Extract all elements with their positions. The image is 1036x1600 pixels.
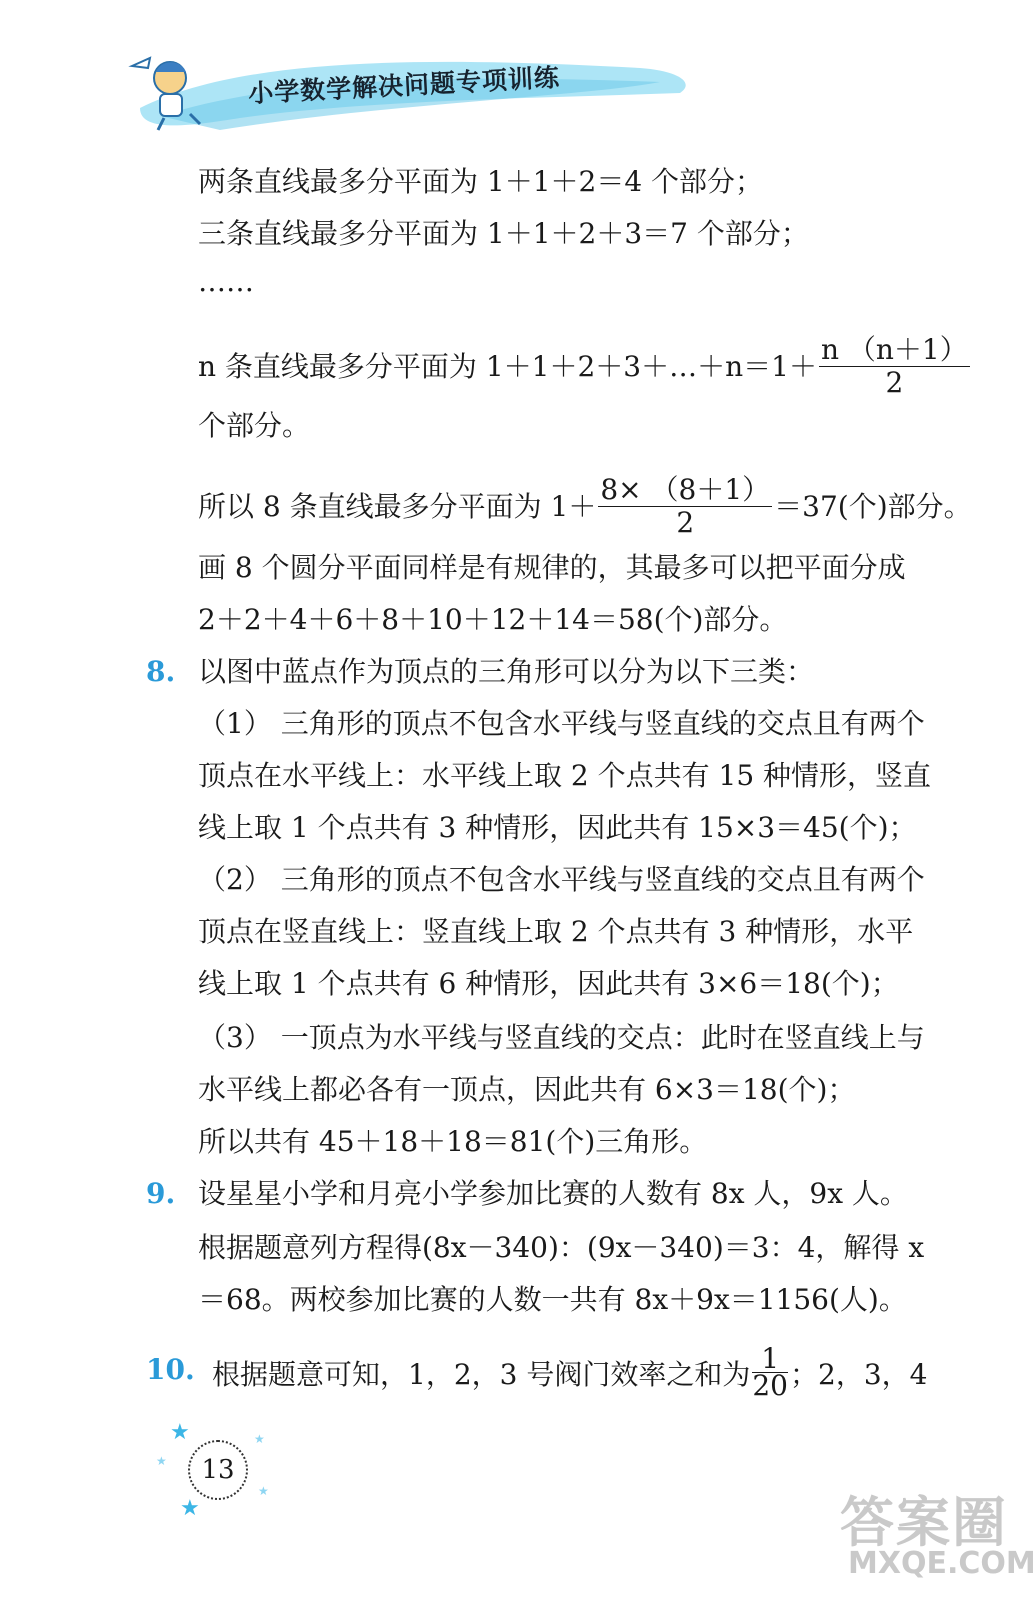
formula-line-8 [198, 473, 972, 539]
q10-text-tail: ；2，3，4 [790, 1358, 928, 1391]
q8-line: 线上取 1 个点共有 3 种情形，因此共有 15×3＝45(个)； [198, 811, 917, 844]
fraction-denominator: 2 [676, 506, 695, 539]
text-line: 个部分。 [198, 409, 311, 442]
watermark-logo [840, 1480, 1036, 1590]
fraction [819, 334, 970, 399]
fraction-numerator: n （n＋1） [820, 333, 968, 366]
fraction-denominator: 20 [752, 1369, 788, 1402]
formula-text: 所以 8 条直线最多分平面为 1＋ [198, 490, 597, 523]
star-icon: ★ [258, 1484, 269, 1498]
fraction-denominator: 2 [885, 366, 904, 399]
q8-line: （1） 三角形的顶点不包含水平线与竖直线的交点且有两个 [198, 707, 925, 740]
text-line: 两条直线最多分平面为 1＋1＋2＝4 个部分； [198, 165, 764, 198]
q9-line: 设星星小学和月亮小学参加比赛的人数有 8x 人，9x 人。 [198, 1177, 908, 1210]
star-icon: ★ [180, 1496, 200, 1521]
watermark-brand: 答案圈 [840, 1491, 1008, 1554]
q8-line: 线上取 1 个点共有 6 种情形，因此共有 3×6＝18(个)； [198, 967, 899, 1000]
header-title: 小学数学解决问题专项训练 [247, 62, 561, 109]
q8-line: 顶点在竖直线上：竖直线上取 2 个点共有 3 种情形，水平 [198, 915, 914, 948]
text-line: 2＋2＋4＋6＋8＋10＋12＋14＝58(个)部分。 [198, 603, 788, 636]
q10-text: 根据题意可知，1，2，3 号阀门效率之和为 [212, 1358, 751, 1391]
q8-line: （3） 一顶点为水平线与竖直线的交点：此时在竖直线上与 [198, 1021, 925, 1054]
fraction-numerator: 1 [761, 1342, 780, 1375]
header-banner [120, 38, 700, 138]
page-footer [150, 1420, 280, 1530]
formula-result: ＝37(个)部分。 [774, 490, 972, 523]
question-number-9: 9. [146, 1177, 176, 1210]
star-icon: ★ [156, 1454, 167, 1468]
formula-line-n [198, 333, 972, 399]
question-number-10: 10. [146, 1353, 195, 1386]
question-number-8: 8. [146, 655, 176, 688]
fraction-numerator: 8× （8＋1） [600, 473, 771, 506]
q8-line: 以图中蓝点作为顶点的三角形可以分为以下三类： [198, 655, 815, 688]
q8-line: 水平线上都必各有一顶点，因此共有 6×3＝18(个)； [198, 1073, 856, 1106]
q10-line [212, 1342, 928, 1402]
star-icon: ★ [170, 1420, 190, 1445]
q9-line: 根据题意列方程得(8x－340)：(9x－340)＝3：4，解得 x [198, 1231, 925, 1264]
page-number: 13 [188, 1440, 248, 1500]
star-icon: ★ [254, 1432, 265, 1446]
watermark-url: MXQE.COM [848, 1546, 1036, 1581]
q8-line: 所以共有 45＋18＋18＝81(个)三角形。 [198, 1125, 708, 1158]
q9-line: ＝68。两校参加比赛的人数一共有 8x＋9x＝1156(人)。 [198, 1283, 907, 1316]
fraction [752, 1342, 788, 1402]
ellipsis-line: …… [198, 265, 254, 298]
formula-text: n 条直线最多分平面为 1＋1＋2＋3＋…＋n＝1＋ [198, 350, 817, 383]
text-line: 画 8 个圆分平面同样是有规律的，其最多可以把平面分成 [198, 551, 906, 584]
q8-line: （2） 三角形的顶点不包含水平线与竖直线的交点且有两个 [198, 863, 925, 896]
q8-line: 顶点在水平线上：水平线上取 2 个点共有 15 种情形，竖直 [198, 759, 932, 792]
text-line: 三条直线最多分平面为 1＋1＋2＋3＝7 个部分； [198, 217, 809, 250]
fraction [598, 474, 772, 539]
